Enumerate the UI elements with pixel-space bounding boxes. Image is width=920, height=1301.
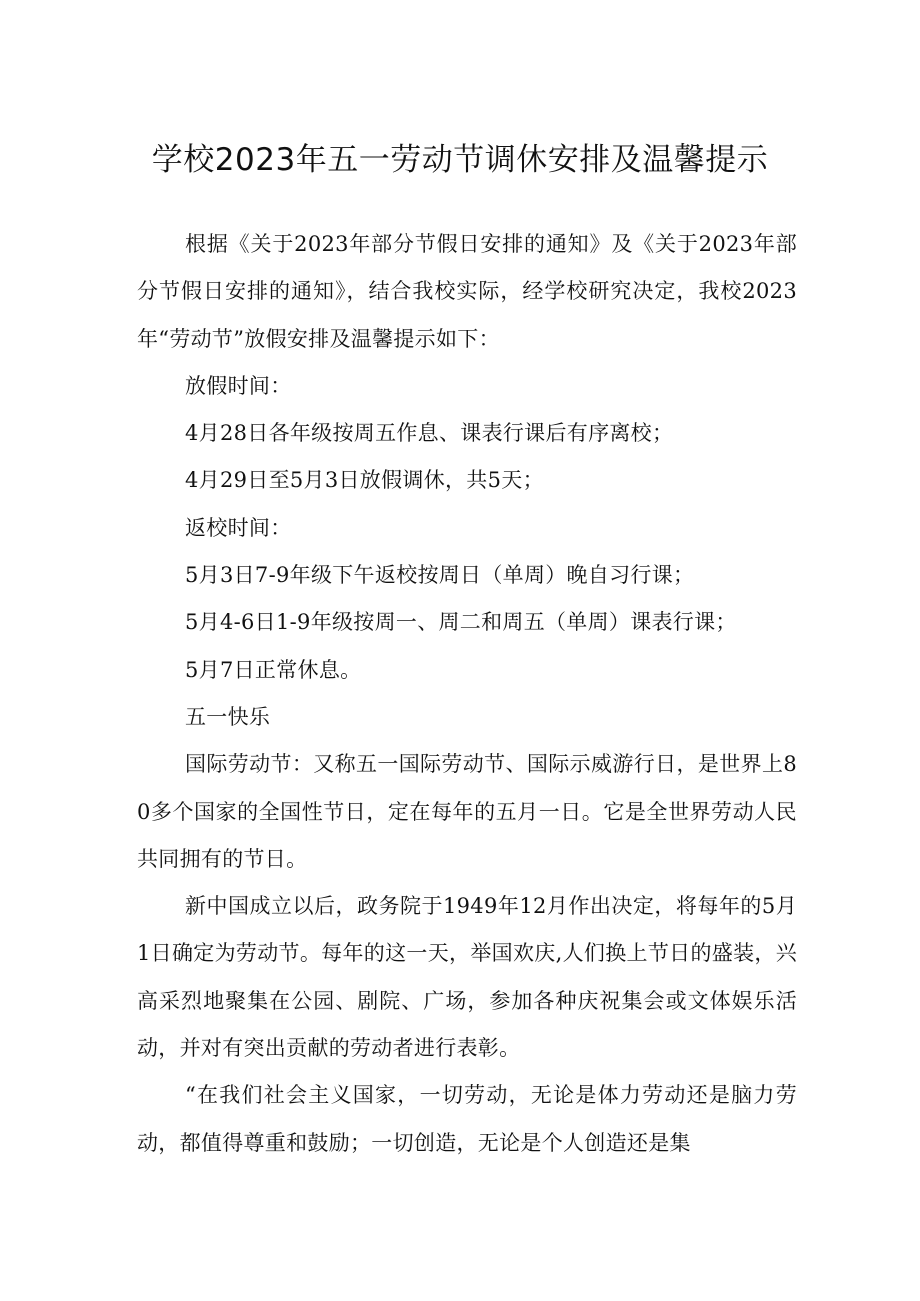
labor-day-definition-paragraph: 国际劳动节：又称五一国际劳动节、国际示威游行日，是世界上80多个国家的全国性节日，定在每年的五月一日。它是全世界劳动人民共同拥有的节日。 (137, 752, 797, 871)
document-title: 学校2023年五一劳动节调休安排及温馨提示 (151, 142, 769, 178)
greeting-heading: 五一快乐 (185, 704, 271, 729)
quote-paragraph: “在我们社会主义国家，一切劳动，无论是体力劳动还是脑力劳动，都值得尊重和鼓励；一切创造，无论是个人创造还是集 (137, 1083, 797, 1155)
history-paragraph: 新中国成立以后，政务院于1949年12月作出决定，将每年的5月1日确定为劳动节。每年的这一天，举国欢庆,人们换上节日的盛装，兴高采烈地聚集在公园、剧院、广场，参加各种庆祝集会或文体娱乐活动，并对有突出贡献的劳动者进行表彰。 (137, 894, 797, 1061)
document-body (137, 221, 797, 1167)
holiday-item-apr28: 4月28日各年级按周五作息、课表行课后有序离校； (185, 421, 674, 446)
return-item-may4-6: 5月4-6日1-9年级按周一、周二和周五（单周）课表行课； (185, 610, 737, 635)
intro-paragraph: 根据《关于2023年部分节假日安排的通知》及《关于2023年部分节假日安排的通知》，结合我校实际，经学校研究决定，我校2023年“劳动节”放假安排及温馨提示如下： (137, 232, 797, 351)
holiday-time-heading: 放假时间： (185, 373, 292, 398)
return-item-may3: 5月3日7-9年级下午返校按周日（单周）晚自习行课； (185, 563, 695, 588)
return-time-heading: 返校时间： (185, 515, 292, 540)
holiday-item-apr29-may3: 4月29日至5月3日放假调休，共5天； (185, 468, 544, 493)
return-item-may7: 5月7日正常休息。 (185, 657, 362, 682)
